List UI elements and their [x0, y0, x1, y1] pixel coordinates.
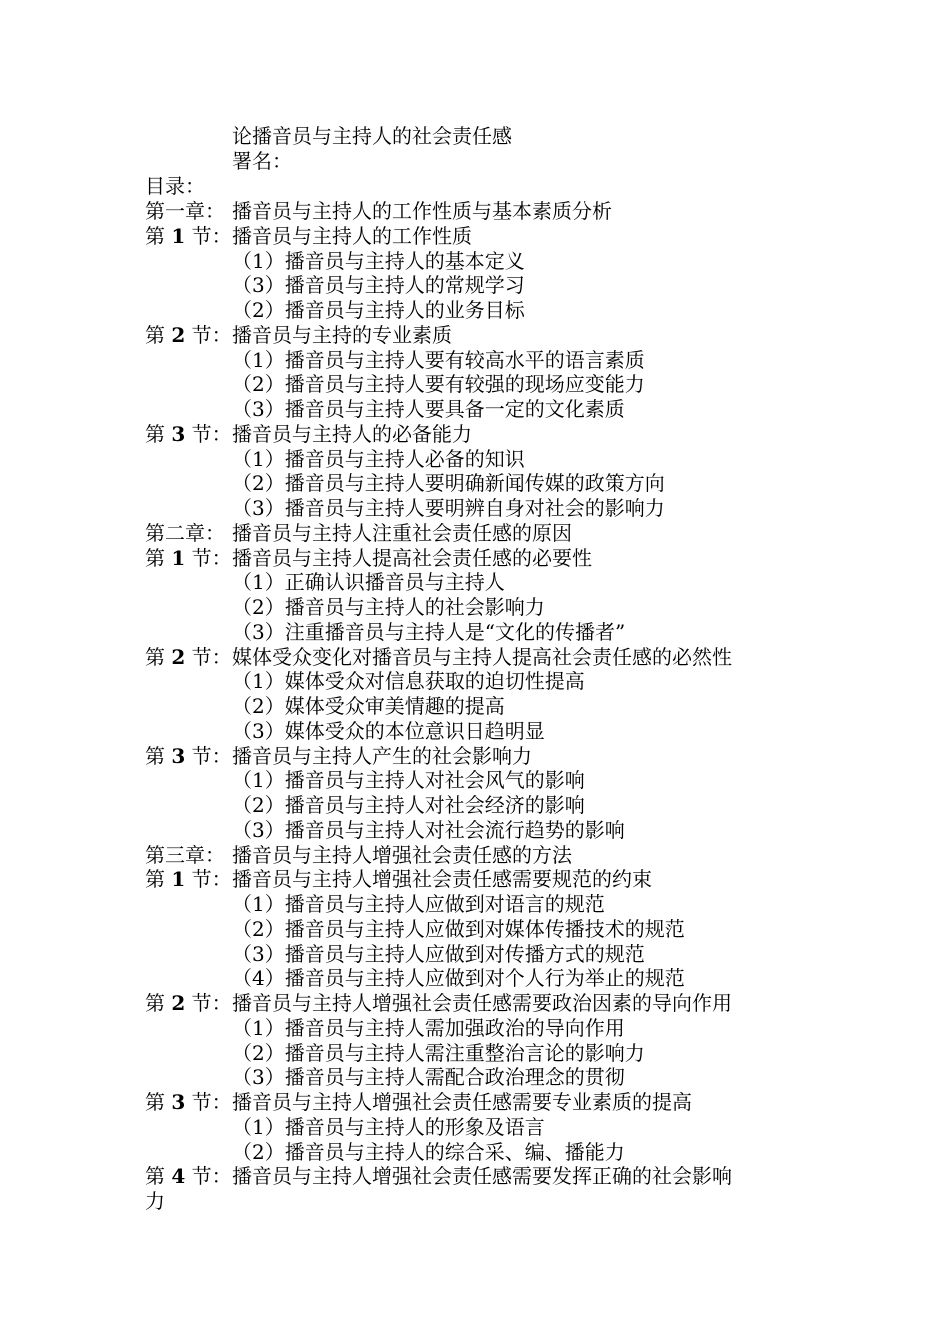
toc-item-text: （3）播音员与主持人应做到对传播方式的规范 — [232, 941, 645, 966]
toc-item — [0, 570, 950, 595]
toc-item-text: （1）播音员与主持人必备的知识 — [232, 446, 525, 471]
toc-item-text: （2）播音员与主持人应做到对媒体传播技术的规范 — [232, 916, 685, 941]
section-title: 播音员与主持的专业素质 — [232, 322, 452, 347]
section-title: 播音员与主持人提高社会责任感的必要性 — [232, 545, 592, 570]
toc-chapter — [0, 521, 950, 546]
section-prefix: 第 2 节： — [145, 644, 232, 669]
toc-section — [0, 744, 950, 769]
toc-item — [0, 471, 950, 496]
section-prefix: 第 1 节： — [145, 223, 232, 248]
section-title: 播音员与主持人增强社会责任感需要规范的约束 — [232, 867, 652, 892]
toc-label: 目录： — [145, 174, 205, 198]
toc-line-continuation — [0, 1189, 950, 1214]
toc-chapter — [0, 199, 950, 224]
toc-item-text: （3）播音员与主持人对社会流行趋势的影响 — [232, 817, 625, 842]
toc-item-text: （3）播音员与主持人的常规学习 — [232, 273, 525, 298]
toc-section — [0, 422, 950, 447]
toc-item-text: （2）播音员与主持人需注重整治言论的影响力 — [232, 1040, 645, 1065]
toc-item — [0, 966, 950, 991]
toc-item — [0, 298, 950, 323]
section-title: 播音员与主持人增强社会责任感需要政治因素的导向作用 — [232, 991, 732, 1015]
toc-item-text: （1）播音员与主持人的基本定义 — [232, 248, 525, 273]
chapter-prefix: 第三章： — [145, 842, 225, 867]
signature-label: 署名： — [232, 149, 292, 173]
toc-item-text: （1）播音员与主持人对社会风气的影响 — [232, 768, 585, 793]
document-title: 论播音员与主持人的社会责任感 — [232, 124, 512, 148]
toc-item-text: （3）播音员与主持人需配合政治理念的贯彻 — [232, 1065, 625, 1090]
toc-section — [0, 867, 950, 892]
chapter-title: 播音员与主持人的工作性质与基本素质分析 — [232, 199, 612, 223]
toc-item-text: （1）媒体受众对信息获取的迫切性提高 — [232, 669, 585, 694]
section-title: 播音员与主持人增强社会责任感需要发挥正确的社会影响 — [232, 1164, 732, 1189]
section-number: 2 — [171, 322, 186, 347]
section-prefix: 第 1 节： — [145, 545, 232, 570]
toc-section — [0, 991, 950, 1016]
toc-item — [0, 942, 950, 967]
section-prefix: 第 3 节： — [145, 421, 232, 446]
toc-item-text: （2）媒体受众审美情趣的提高 — [232, 694, 505, 718]
toc-section — [0, 323, 950, 348]
toc-item — [0, 1140, 950, 1165]
toc-item-text: （1）播音员与主持人应做到对语言的规范 — [232, 892, 605, 916]
toc-item — [0, 273, 950, 298]
toc-item — [0, 496, 950, 521]
toc-item — [0, 719, 950, 744]
toc-item — [0, 447, 950, 472]
toc-item — [0, 768, 950, 793]
section-number: 1 — [171, 223, 186, 248]
chapter-title: 播音员与主持人注重社会责任感的原因 — [232, 520, 572, 545]
toc-item — [0, 595, 950, 620]
section-title: 播音员与主持人的工作性质 — [232, 223, 472, 248]
chapter-title: 播音员与主持人增强社会责任感的方法 — [232, 842, 572, 867]
section-title: 播音员与主持人产生的社会影响力 — [232, 743, 532, 768]
section-number: 3 — [171, 743, 186, 768]
toc-item-text: （1）播音员与主持人要有较高水平的语言素质 — [232, 347, 645, 372]
section-number: 2 — [171, 991, 186, 1015]
toc-item-text: （3）播音员与主持人要明辨自身对社会的影响力 — [232, 496, 665, 520]
toc-item — [0, 397, 950, 422]
toc-item — [0, 1065, 950, 1090]
section-prefix: 第 3 节： — [145, 1090, 232, 1114]
section-title: 播音员与主持人的必备能力 — [232, 421, 472, 446]
section-prefix: 第 4 节： — [145, 1164, 232, 1189]
chapter-prefix: 第二章： — [145, 520, 225, 545]
toc-item — [0, 818, 950, 843]
toc-item-text: （3）注重播音员与主持人是“文化的传播者” — [232, 619, 626, 644]
toc-continuation-text: 力 — [145, 1189, 165, 1213]
section-prefix: 第 3 节： — [145, 743, 232, 768]
toc-item — [0, 1016, 950, 1041]
toc-section — [0, 1164, 950, 1189]
toc-item-text: （2）播音员与主持人的业务目标 — [232, 298, 525, 322]
toc-item — [0, 669, 950, 694]
section-number: 3 — [171, 1090, 186, 1114]
section-title: 媒体受众变化对播音员与主持人提高社会责任感的必然性 — [232, 644, 732, 669]
toc-item — [0, 372, 950, 397]
toc-item-text: （3）播音员与主持人要具备一定的文化素质 — [232, 397, 625, 421]
section-number: 1 — [171, 867, 186, 892]
toc-item-text: （2）播音员与主持人的社会影响力 — [232, 595, 545, 619]
toc-item — [0, 793, 950, 818]
toc-section — [0, 546, 950, 571]
chapter-prefix: 第一章： — [145, 199, 225, 223]
toc-item — [0, 892, 950, 917]
section-number: 4 — [171, 1164, 186, 1189]
section-number: 3 — [171, 421, 186, 446]
toc-item — [0, 249, 950, 274]
toc-section — [0, 224, 950, 249]
toc-item-text: （2）播音员与主持人对社会经济的影响 — [232, 793, 585, 817]
toc-item-text: （4）播音员与主持人应做到对个人行为举止的规范 — [232, 966, 685, 991]
toc-item — [0, 620, 950, 645]
toc-item-text: （1）播音员与主持人的形象及语言 — [232, 1114, 545, 1139]
section-prefix: 第 1 节： — [145, 867, 232, 892]
toc-item-text: （3）媒体受众的本位意识日趋明显 — [232, 718, 545, 743]
toc-item — [0, 917, 950, 942]
toc-item-text: （2）播音员与主持人要明确新闻传媒的政策方向 — [232, 471, 665, 496]
section-number: 2 — [171, 644, 186, 669]
toc-item-text: （1）播音员与主持人需加强政治的导向作用 — [232, 1015, 625, 1040]
toc-item-text: （1）正确认识播音员与主持人 — [232, 570, 505, 595]
toc-section — [0, 1090, 950, 1115]
toc-item — [0, 348, 950, 373]
toc-item — [0, 694, 950, 719]
section-prefix: 第 2 节： — [145, 322, 232, 347]
section-prefix: 第 2 节： — [145, 991, 232, 1015]
section-title: 播音员与主持人增强社会责任感需要专业素质的提高 — [232, 1090, 692, 1114]
toc-item — [0, 1115, 950, 1140]
toc-item — [0, 1041, 950, 1066]
toc-item-text: （2）播音员与主持人的综合采、编、播能力 — [232, 1139, 625, 1164]
section-number: 1 — [171, 545, 186, 570]
toc-item-text: （2）播音员与主持人要有较强的现场应变能力 — [232, 372, 645, 397]
toc-section — [0, 645, 950, 670]
toc-chapter — [0, 843, 950, 868]
